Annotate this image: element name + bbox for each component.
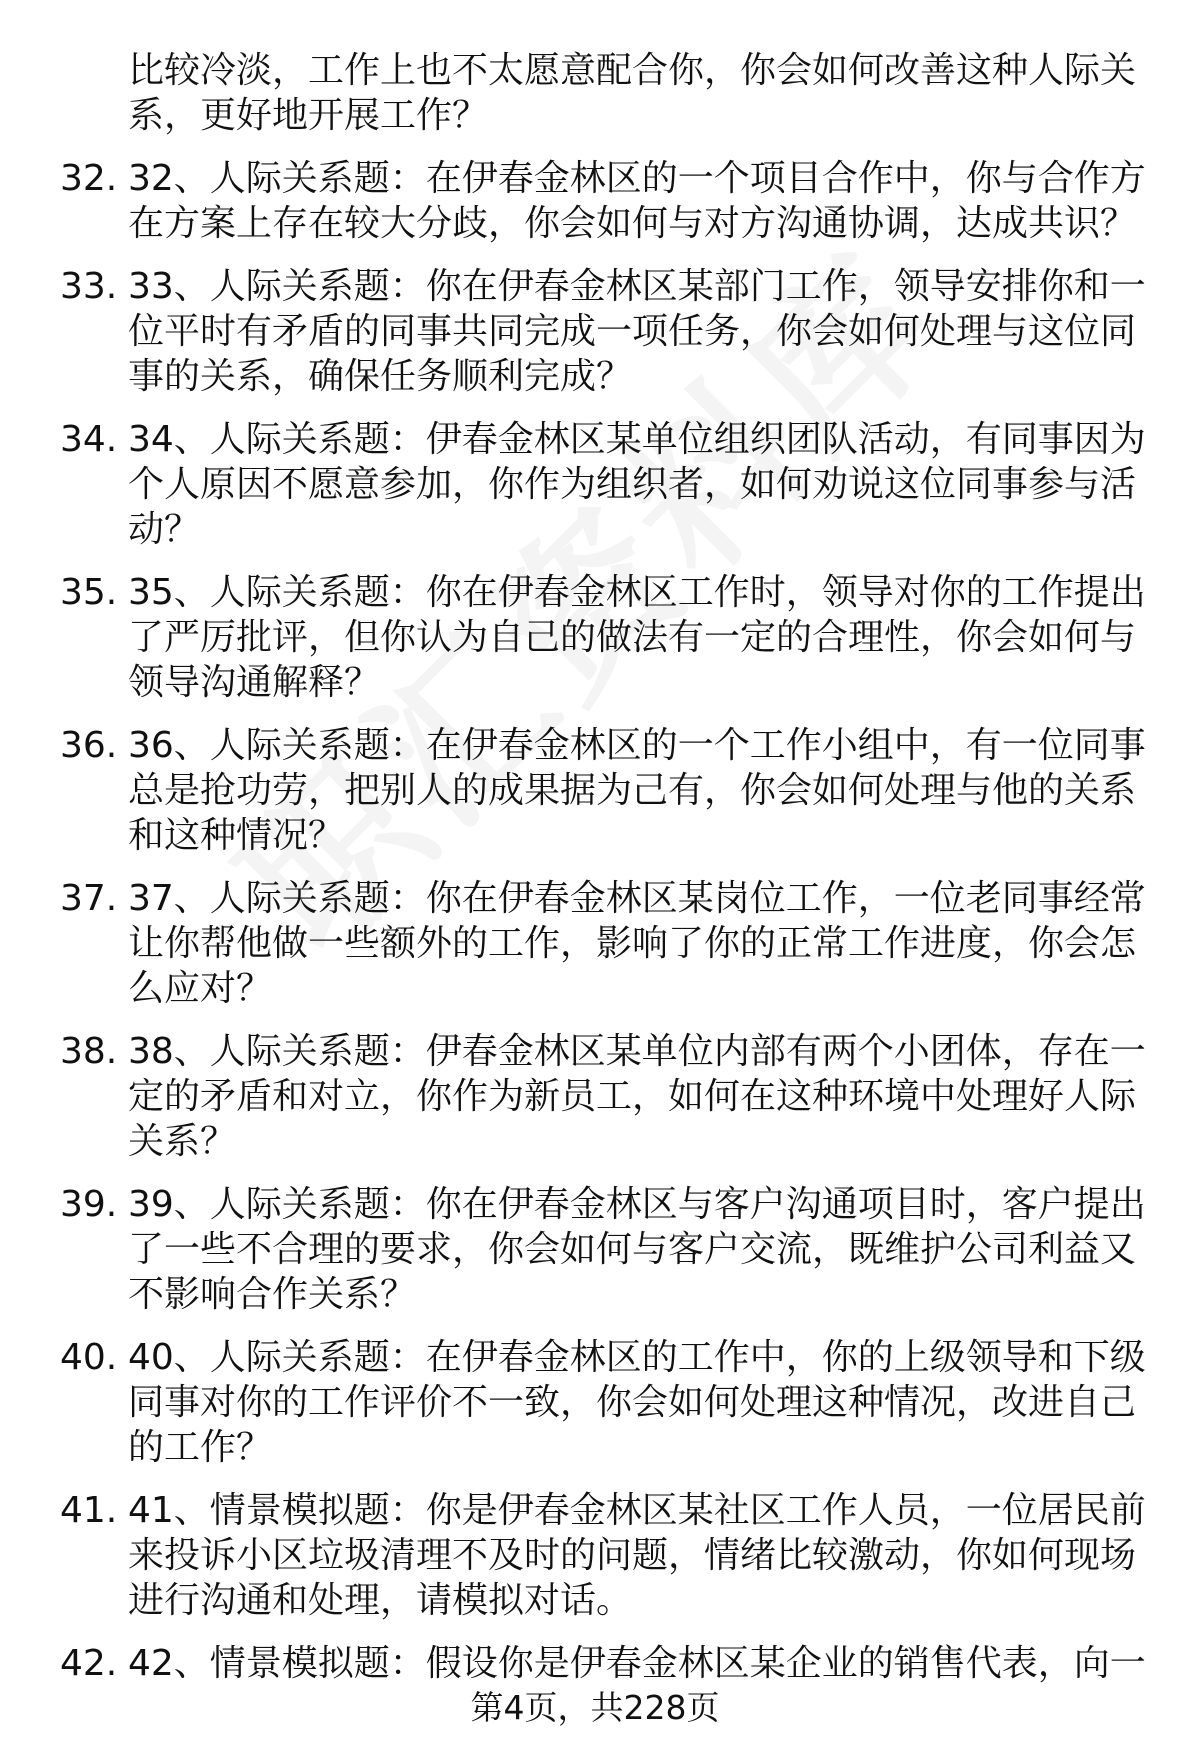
page-footer: 第4页，共228页: [470, 1688, 720, 1727]
continuation-paragraph: [60, 48, 1150, 138]
list-item-42: [60, 1641, 1150, 1686]
item-number: 35.: [60, 572, 118, 613]
item-line: 让你帮他做一些额外的工作，影响了你的正常工作进度，你会怎: [128, 923, 1137, 964]
item-number: 36.: [60, 725, 118, 766]
item-line: 来投诉小区垃圾清理不及时的问题，情绪比较激动，你如何现场: [128, 1535, 1137, 1576]
list-item-36: [60, 723, 1150, 858]
item-line: 35、人际关系题：你在伊春金林区工作时，领导对你的工作提出: [128, 572, 1146, 613]
question-list: [60, 48, 1150, 1686]
item-line: 36、人际关系题：在伊春金林区的一个工作小组中，有一位同事: [128, 725, 1146, 766]
item-line: 38、人际关系题：伊春金林区某单位内部有两个小团体，存在一: [128, 1031, 1146, 1072]
list-item-35: [60, 570, 1150, 705]
item-line: 动？: [128, 509, 201, 550]
list-item-40: [60, 1335, 1150, 1470]
item-line: 33、人际关系题：你在伊春金林区某部门工作，领导安排你和一: [128, 266, 1146, 307]
item-line: 关系？: [128, 1121, 237, 1162]
item-line: 总是抢功劳，把别人的成果据为己有，你会如何处理与他的关系: [128, 770, 1137, 811]
continuation-line: 系，更好地开展工作？: [128, 95, 489, 136]
list-item-32: [60, 156, 1150, 246]
item-line: 个人原因不愿意参加，你作为组织者，如何劝说这位同事参与活: [128, 464, 1137, 505]
item-number: 37.: [60, 878, 118, 919]
continuation-line: 比较冷淡，工作上也不太愿意配合你，你会如何改善这种人际关: [128, 50, 1137, 91]
item-number: 39.: [60, 1184, 118, 1225]
item-number: 41.: [60, 1490, 118, 1531]
list-item-41: [60, 1488, 1150, 1623]
list-item-38: [60, 1029, 1150, 1164]
item-number: 38.: [60, 1031, 118, 1072]
item-line: 了一些不合理的要求，你会如何与客户交流，既维护公司利益又: [128, 1229, 1137, 1270]
item-line: 41、情景模拟题：你是伊春金林区某社区工作人员，一位居民前: [128, 1490, 1146, 1531]
item-line: 37、人际关系题：你在伊春金林区某岗位工作，一位老同事经常: [128, 878, 1146, 919]
item-line: 了严厉批评，但你认为自己的做法有一定的合理性，你会如何与: [128, 617, 1137, 658]
item-line: 42、情景模拟题：假设你是伊春金林区某企业的销售代表，向一: [128, 1643, 1146, 1684]
item-line: 定的矛盾和对立，你作为新员工，如何在这种环境中处理好人际: [128, 1076, 1137, 1117]
item-line: 34、人际关系题：伊春金林区某单位组织团队活动，有同事因为: [128, 419, 1146, 460]
item-line: 事的关系，确保任务顺利完成？: [128, 356, 633, 397]
item-line: 同事对你的工作评价不一致，你会如何处理这种情况，改进自己: [128, 1382, 1137, 1423]
item-line: 39、人际关系题：你在伊春金林区与客户沟通项目时，客户提出: [128, 1184, 1146, 1225]
item-line: 进行沟通和处理，请模拟对话。: [128, 1580, 633, 1621]
item-line: 么应对？: [128, 968, 273, 1009]
item-line: 32、人际关系题：在伊春金林区的一个项目合作中，你与合作方: [128, 158, 1146, 199]
item-line: 的工作？: [128, 1427, 273, 1468]
item-line: 不影响合作关系？: [128, 1274, 417, 1315]
list-item-39: [60, 1182, 1150, 1317]
item-line: 领导沟通解释？: [128, 662, 381, 703]
item-number: 32.: [60, 158, 118, 199]
list-item-34: [60, 417, 1150, 552]
item-number: 34.: [60, 419, 118, 460]
item-line: 位平时有矛盾的同事共同完成一项任务，你会如何处理与这位同: [128, 311, 1137, 352]
item-number: 33.: [60, 266, 118, 307]
list-item-33: [60, 264, 1150, 399]
item-line: 和这种情况？: [128, 815, 345, 856]
list-item-37: [60, 876, 1150, 1011]
item-number: 42.: [60, 1643, 118, 1684]
item-line: 40、人际关系题：在伊春金林区的工作中，你的上级领导和下级: [128, 1337, 1146, 1378]
item-number: 40.: [60, 1337, 118, 1378]
item-line: 在方案上存在较大分歧，你会如何与对方沟通协调，达成共识？: [128, 203, 1137, 244]
